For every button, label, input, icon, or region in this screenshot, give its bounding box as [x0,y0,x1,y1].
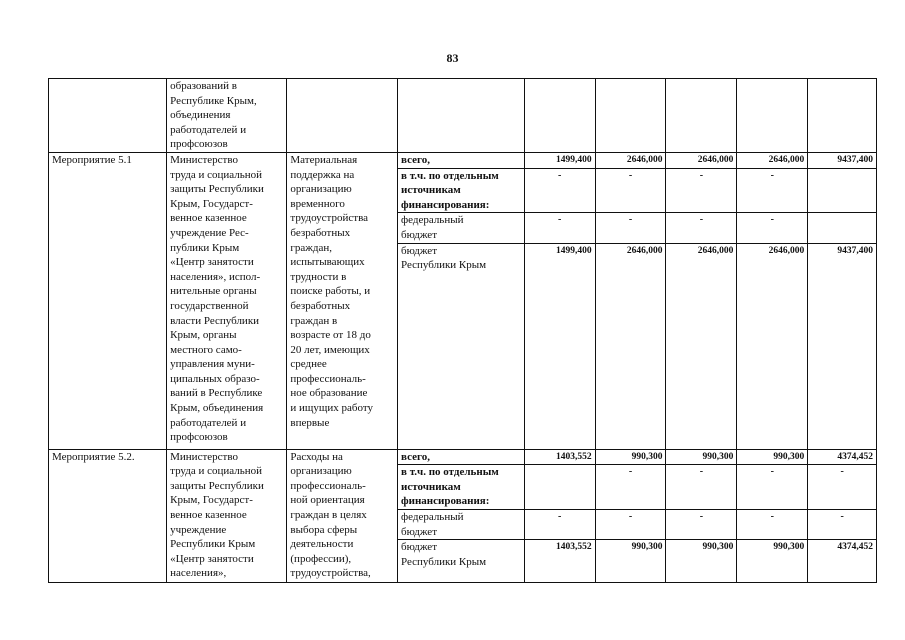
source-line: всего, [401,153,430,166]
source-cell [398,509,525,539]
value-cell: - [737,213,808,243]
source-line: источникам [401,184,461,197]
value-cell: 990,300 [595,449,666,465]
value-cell: - [666,213,737,243]
executor-line: венное казенное [170,508,247,521]
executor-line: населения», [170,567,227,580]
description-line: временного [290,197,345,210]
value-cell: 2646,000 [737,152,808,168]
executor-line: власти Республики [170,314,260,327]
event-name-cell [49,79,167,153]
executor-line: «Центр занятости [170,552,254,565]
executor-line: Республике Крым, [170,94,257,107]
description-line: трудоустройства, [290,567,371,580]
source-line: Республики Крым [401,555,487,568]
value-cell: - [737,509,808,539]
executor-cell [167,449,287,583]
value-cell: - [666,509,737,539]
source-line: в т.ч. по отдельным [401,466,499,479]
value-cell [595,79,666,153]
description-line: и ищущих работу [290,402,373,415]
source-cell [398,168,525,213]
executor-line: Крым, объединения [170,402,264,415]
value-cell: - [737,168,808,213]
page-number: 83 [446,51,459,65]
description-line: трудоустройства [290,212,369,225]
executor-line: учреждение Рес- [170,226,249,239]
value-cell: - [737,465,808,510]
value-cell: - [524,509,595,539]
source-cell [398,465,525,510]
executor-line: профсоюзов [170,431,228,444]
description-line: профессиональ- [290,479,366,492]
value-cell: 9437,400 [808,243,877,449]
description-line: безработных [290,226,351,239]
value-cell: 2646,000 [666,243,737,449]
description-line: 20 лет, имеющих [290,343,370,356]
source-cell [398,79,525,153]
value-cell: 1403,552 [524,449,595,465]
description-line: граждан, [290,241,333,254]
executor-line: объединения [170,109,231,122]
executor-line: «Центр занятости [170,256,254,269]
value-cell [808,168,877,213]
value-cell [524,465,595,510]
source-cell [398,152,525,168]
source-line: бюджет [401,541,437,554]
source-line: Республики Крым [401,259,487,272]
executor-line: Министерство [170,450,238,463]
value-cell: 1499,400 [524,243,595,449]
executor-line: работодателей и [170,123,247,136]
executor-line: учреждение [170,523,227,536]
executor-line: защиты Республики [170,479,264,492]
budget-table [48,78,877,583]
table-row [49,449,877,465]
value-cell: 2646,000 [737,243,808,449]
value-cell: 1499,400 [524,152,595,168]
source-line: бюджет [401,244,437,257]
executor-line: Республики Крым [170,538,256,551]
description-line: Материальная [290,153,358,166]
value-cell: - [666,168,737,213]
event-name-cell: Мероприятие 5.2. [49,449,167,583]
value-cell: 990,300 [666,449,737,465]
description-cell [287,449,398,583]
value-cell [808,79,877,153]
value-cell: - [524,213,595,243]
executor-line: населения», испол- [170,270,261,283]
source-cell [398,213,525,243]
value-cell: 2646,000 [595,152,666,168]
source-line: финансирования: [401,495,490,508]
value-cell: - [595,168,666,213]
source-line: федеральный [401,214,464,227]
source-cell [398,540,525,583]
description-line: ной ориентация [290,494,365,507]
source-cell [398,449,525,465]
executor-line: работодателей и [170,416,247,429]
description-line: испытывающих [290,256,365,269]
executor-line: защиты Республики [170,183,264,196]
value-cell: 1403,552 [524,540,595,583]
value-cell: - [666,465,737,510]
description-line: безработных [290,299,351,312]
value-cell: 990,300 [595,540,666,583]
executor-line: ципальных образо- [170,372,260,385]
table-row [49,152,877,168]
description-line: (профессии), [290,552,352,565]
value-cell [737,79,808,153]
description-line: Расходы на [290,450,343,463]
executor-cell [167,79,287,153]
value-cell: 990,300 [737,449,808,465]
description-line: граждан в целях [290,508,367,521]
executor-line: Крым, Государст- [170,197,253,210]
executor-line: профсоюзов [170,138,228,151]
value-cell: - [808,509,877,539]
value-cell: - [808,465,877,510]
value-cell [524,79,595,153]
executor-line: Крым, органы [170,329,237,342]
description-line: среднее [290,358,327,371]
executor-line: Крым, Государст- [170,494,253,507]
description-line: деятельности [290,538,354,551]
source-line: всего, [401,450,430,463]
description-line: ное образование [290,387,368,400]
value-cell: 2646,000 [666,152,737,168]
value-cell: 4374,452 [808,540,877,583]
source-line: финансирования: [401,198,490,211]
source-cell [398,243,525,449]
value-cell: 990,300 [666,540,737,583]
value-cell [666,79,737,153]
value-cell: 990,300 [737,540,808,583]
description-line: поиске работы, и [290,285,371,298]
value-cell: 9437,400 [808,152,877,168]
table-row [49,79,877,153]
description-line: граждан в [290,314,338,327]
executor-line: труда и социальной [170,465,263,478]
executor-line: образований в [170,80,237,92]
executor-line: государственной [170,299,249,312]
source-line: федеральный [401,510,464,523]
executor-cell [167,152,287,449]
executor-line: венное казенное [170,212,247,225]
description-line: трудности в [290,270,347,283]
executor-line: управления муни- [170,358,255,371]
event-name-cell: Мероприятие 5.1 [49,152,167,449]
value-cell: - [595,509,666,539]
source-line: бюджет [401,228,437,241]
source-line: в т.ч. по отдельным [401,169,499,182]
source-line: бюджет [401,525,437,538]
description-line: возрасте от 18 до [290,329,371,342]
value-cell [808,213,877,243]
budget-table-body [49,79,877,583]
value-cell: 4374,452 [808,449,877,465]
executor-line: местного само- [170,343,242,356]
description-line: поддержка на [290,168,355,181]
value-cell: - [524,168,595,213]
source-line: источникам [401,480,461,493]
description-cell [287,79,398,153]
executor-line: публики Крым [170,241,240,254]
value-cell: - [595,213,666,243]
description-line: впервые [290,416,330,429]
executor-line: нительные органы [170,285,257,298]
description-cell [287,152,398,449]
executor-line: ваний в Республике [170,387,263,400]
executor-line: труда и социальной [170,168,263,181]
executor-line: Министерство [170,153,238,166]
description-line: выбора сферы [290,523,358,536]
description-line: организацию [290,183,352,196]
value-cell: - [595,465,666,510]
value-cell: 2646,000 [595,243,666,449]
description-line: профессиональ- [290,372,366,385]
description-line: организацию [290,465,352,478]
